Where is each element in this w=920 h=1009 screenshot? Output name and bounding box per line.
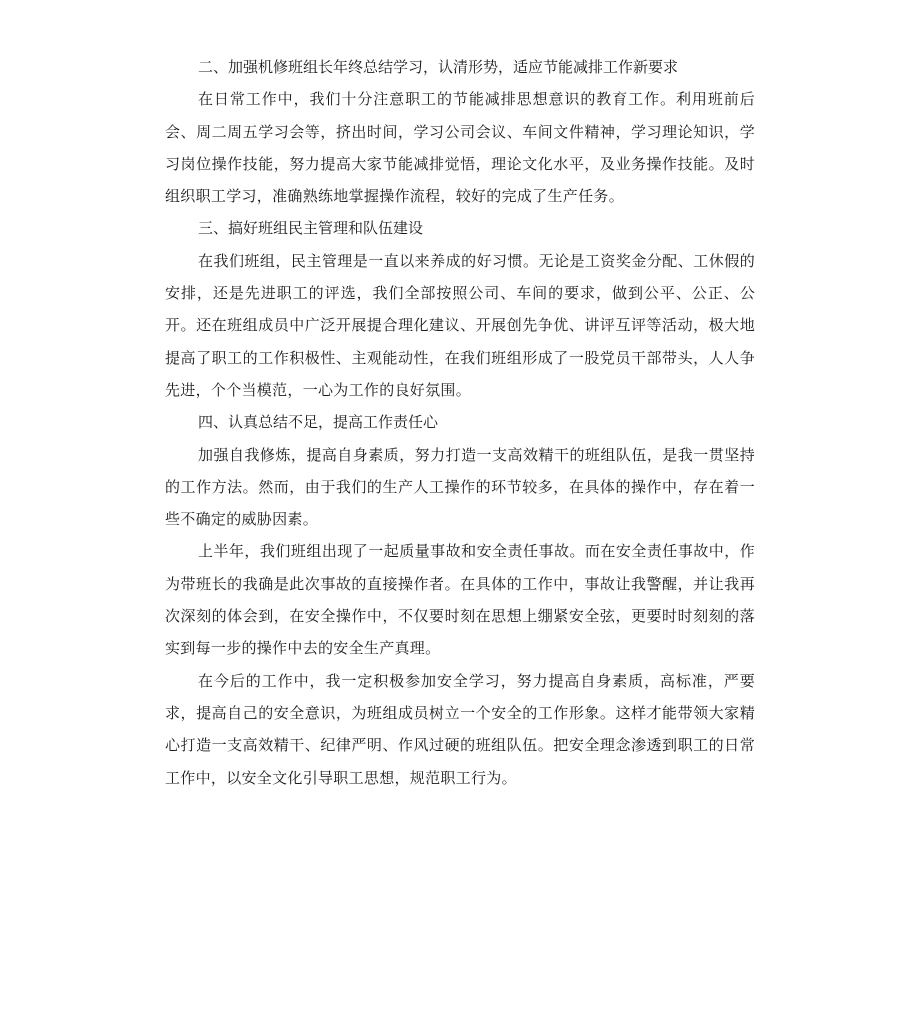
paragraph-safety-incident: 上半年，我们班组出现了一起质量事故和安全责任事故。而在安全责任事故中，作为带班长的我确是此次事故的直接操作者。在具体的工作中，事故让我警醒，并让我再次深刻的体会到，在安全操作中，不仅要时刻在思想上绷紧安全弦，更要时时刻刻的落实到每一步的操作中去的安全生产真理。 bbox=[165, 542, 755, 658]
section-heading-3: 三、搞好班组民主管理和队伍建设 bbox=[198, 219, 424, 238]
paragraph-self-improvement: 加强自我修炼，提高自身素质，努力打造一支高效精干的班组队伍，是我一贯坚持的工作方法。然而，由于我们的生产人工操作的环节较多，在具体的操作中，存在着一些不确定的威胁因素。 bbox=[165, 445, 755, 529]
paragraph-democratic-management: 在我们班组，民主管理是一直以来养成的好习惯。无论是工资奖金分配、工休假的安排，还是先进职工的评选，我们全部按照公司、车间的要求，做到公平、公正、公开。还在班组成员中广泛开展提合理化建议、开展创先争优、讲评互评等活动，极大地提高了职工的工作积极性、主观能动性，在我们班组形成了一股党员干部带头，人人争先进，个个当模范，一心为工作的良好氛围。 bbox=[165, 251, 755, 399]
paragraph-future-commitment: 在今后的工作中，我一定积极参加安全学习，努力提高自身素质，高标准，严要求，提高自己的安全意识，为班组成员树立一个安全的工作形象。这样才能带领大家精心打造一支高效精干、纪律严明、作风过硬的班组队伍。把安全理念渗透到职工的日常工作中，以安全文化引导职工思想，规范职工行为。 bbox=[165, 671, 755, 787]
section-heading-4: 四、认真总结不足，提高工作责任心 bbox=[198, 413, 439, 432]
paragraph-energy-education: 在日常工作中，我们十分注意职工的节能减排思想意识的教育工作。利用班前后会、周二周五学习会等，挤出时间，学习公司会议、车间文件精神，学习理论知识，学习岗位操作技能，努力提高大家节能减排觉悟，理论文化水平，及业务操作技能。及时组织职工学习，准确熟练地掌握操作流程，较好的完成了生产任务。 bbox=[165, 90, 755, 206]
section-heading-2: 二、加强机修班组长年终总结学习，认清形势，适应节能减排工作新要求 bbox=[198, 58, 679, 76]
document-page bbox=[165, 51, 755, 794]
